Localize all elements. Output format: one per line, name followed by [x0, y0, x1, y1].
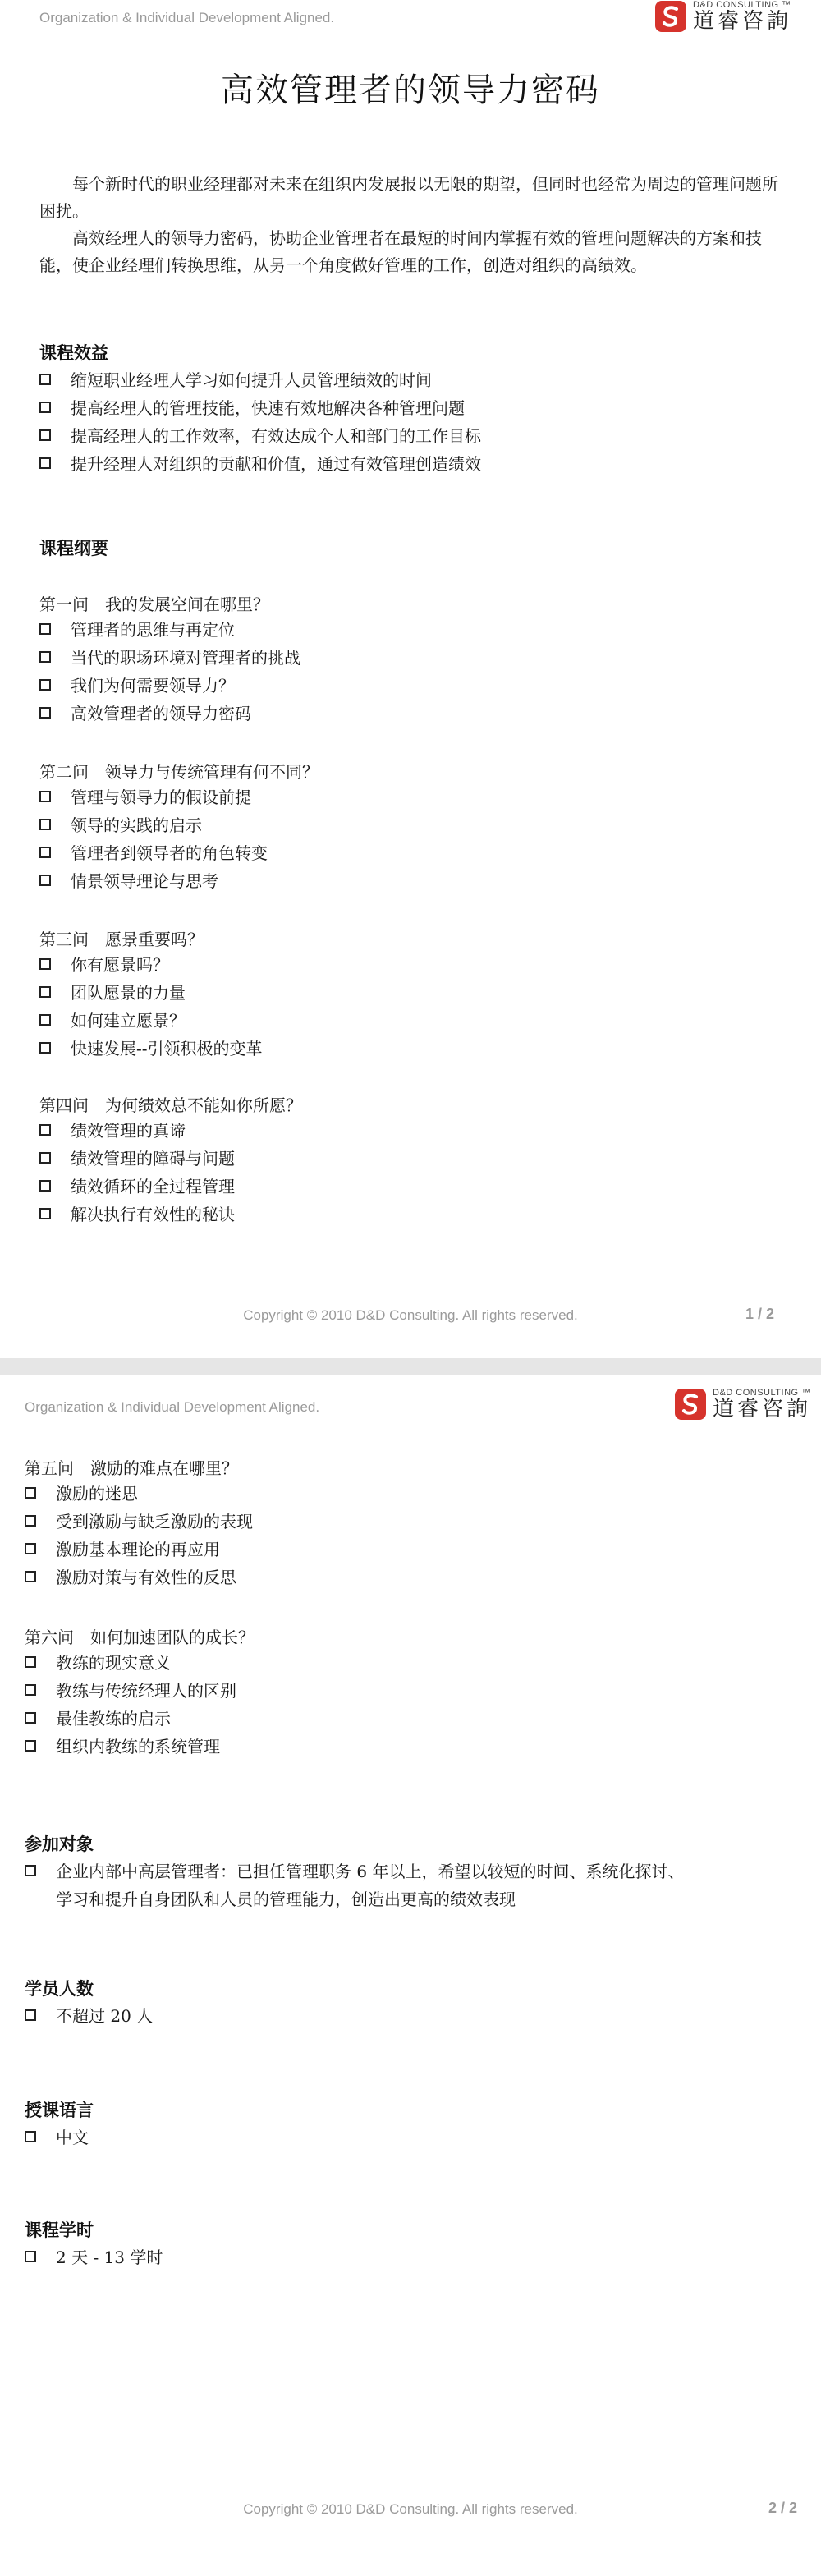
checkbox-icon [25, 1712, 36, 1724]
checkbox-icon [39, 986, 51, 998]
question-2-title: 第二问 领导力与传统管理有何不同？ [39, 762, 319, 782]
checkbox-icon [39, 679, 51, 691]
logo-chinese: 道睿咨詢 [693, 9, 792, 34]
language-heading: 授课语言 [25, 2101, 94, 2120]
list-item: 绩效循环的全过程管理 [39, 1173, 235, 1201]
list-item: 绩效管理的障碍与问题 [39, 1145, 235, 1173]
list-item: 提高经理人的工作效率，有效达成个人和部门的工作目标 [39, 422, 481, 450]
checkbox-icon [39, 707, 51, 719]
list-item: 最佳教练的启示 [25, 1705, 171, 1733]
checkbox-icon [39, 1042, 51, 1054]
footer-copyright: Copyright © 2010 D&D Consulting. All rights reserved. [243, 1307, 578, 1323]
list-item: 激励对策与有效性的反思 [25, 1564, 236, 1591]
audience-heading: 参加对象 [25, 1834, 94, 1854]
list-item: 我们为何需要领导力？ [39, 672, 235, 700]
logo [655, 0, 791, 33]
list-item: 管理者的思维与再定位 [39, 616, 235, 644]
checkbox-icon [39, 958, 51, 970]
header-tagline: Organization & Individual Development Aligned. [39, 10, 335, 25]
checkbox-icon [39, 847, 51, 858]
list-item: 教练的现实意义 [25, 1649, 171, 1677]
logo [675, 1388, 811, 1421]
checkbox-icon [25, 1656, 36, 1668]
list-item: 快速发展--引领积极的变革 [39, 1035, 263, 1063]
list-item: 中文 [25, 2124, 89, 2151]
page-number: 2 / 2 [768, 2500, 798, 2516]
checkbox-icon [39, 623, 51, 635]
checkbox-icon [25, 2131, 36, 2142]
list-item: 提升经理人对组织的贡献和价值，通过有效管理创造绩效 [39, 450, 481, 478]
list-item [25, 1857, 805, 1913]
checkbox-icon [39, 1180, 51, 1192]
checkbox-icon [39, 1124, 51, 1136]
outline-heading: 课程纲要 [39, 539, 108, 558]
list-item: 情景领导理论与思考 [39, 867, 218, 895]
checkbox-icon [39, 1014, 51, 1026]
list-item: 激励的迷思 [25, 1480, 138, 1508]
footer-copyright: Copyright © 2010 D&D Consulting. All rights reserved. [243, 2501, 578, 2517]
page-2 [0, 1375, 821, 2576]
logo-s-icon [675, 1389, 706, 1420]
list-item: 不超过 20 人 [25, 2002, 153, 2030]
checkbox-icon [25, 1865, 36, 1876]
checkbox-icon [39, 457, 51, 469]
question-1-title: 第一问 我的发展空间在哪里？ [39, 595, 269, 614]
checkbox-icon [39, 819, 51, 830]
checkbox-icon [25, 1515, 36, 1527]
checkbox-icon [25, 1543, 36, 1554]
list-item: 组织内教练的系统管理 [25, 1733, 220, 1761]
list-item: 团队愿景的力量 [39, 979, 186, 1007]
list-item: 高效管理者的领导力密码 [39, 700, 251, 728]
page-separator [0, 1358, 821, 1375]
list-item: 受到激励与缺乏激励的表现 [25, 1508, 253, 1536]
question-6-title: 第六问 如何加速团队的成长？ [25, 1628, 255, 1647]
question-5-title: 第五问 激励的难点在哪里？ [25, 1458, 238, 1478]
list-item: 你有愿景吗？ [39, 951, 169, 979]
checkbox-icon [39, 875, 51, 886]
checkbox-icon [39, 374, 51, 385]
logo-chinese: 道睿咨詢 [713, 1397, 812, 1421]
list-item: 提高经理人的管理技能，快速有效地解决各种管理问题 [39, 394, 465, 422]
checkbox-icon [39, 651, 51, 663]
checkbox-icon [25, 2251, 36, 2262]
audience-line-1: 企业内部中高层管理者：已担任管理职务 6 年以上，希望以较短的时间、系统化探讨、 [56, 1862, 685, 1881]
list-item: 缩短职业经理人学习如何提升人员管理绩效的时间 [39, 366, 432, 394]
size-heading: 学员人数 [25, 1979, 94, 1999]
list-item: 2 天 - 13 学时 [25, 2243, 163, 2271]
question-4-title: 第四问 为何绩效总不能如你所愿？ [39, 1095, 302, 1115]
duration-heading: 课程学时 [25, 2220, 94, 2240]
list-item: 当代的职场环境对管理者的挑战 [39, 644, 300, 672]
list-item: 领导的实践的启示 [39, 811, 202, 839]
audience-line-2: 学习和提升自身团队和人员的管理能力，创造出更高的绩效表现 [56, 1890, 516, 1909]
intro [39, 171, 782, 279]
checkbox-icon [25, 2009, 36, 2021]
list-item: 如何建立愿景？ [39, 1007, 186, 1035]
benefits-heading: 课程效益 [39, 343, 108, 363]
checkbox-icon [25, 1571, 36, 1582]
checkbox-icon [39, 1152, 51, 1164]
logo-s-icon [655, 1, 686, 32]
question-3-title: 第三问 愿景重要吗？ [39, 930, 204, 949]
page-number: 1 / 2 [745, 1306, 775, 1322]
checkbox-icon [25, 1684, 36, 1696]
list-item: 解决执行有效性的秘诀 [39, 1201, 235, 1228]
list-item: 激励基本理论的再应用 [25, 1536, 220, 1564]
checkbox-icon [39, 791, 51, 802]
checkbox-icon [25, 1487, 36, 1499]
intro-paragraph-2: 高效经理人的领导力密码，协助企业管理者在最短的时间内掌握有效的管理问题解决的方案和技能，使企业经理们转换思维，从另一个角度做好管理的工作，创造对组织的高绩效。 [39, 228, 762, 275]
logo-english: D&D CONSULTING ™ [713, 1388, 811, 1398]
checkbox-icon [39, 429, 51, 441]
checkbox-icon [25, 1740, 36, 1752]
page-title: 高效管理者的领导力密码 [221, 71, 600, 109]
list-item: 管理者到领导者的角色转变 [39, 839, 268, 867]
header-tagline: Organization & Individual Development Aligned. [25, 1399, 320, 1415]
list-item: 管理与领导力的假设前提 [39, 783, 251, 811]
checkbox-icon [39, 1208, 51, 1219]
list-item: 教练与传统经理人的区别 [25, 1677, 236, 1705]
list-item: 绩效管理的真谛 [39, 1117, 186, 1145]
checkbox-icon [39, 402, 51, 413]
intro-paragraph-1: 每个新时代的职业经理都对未来在组织内发展报以无限的期望，但同时也经常为周边的管理问题所困扰。 [39, 174, 778, 221]
logo-english: D&D CONSULTING ™ [693, 0, 791, 10]
